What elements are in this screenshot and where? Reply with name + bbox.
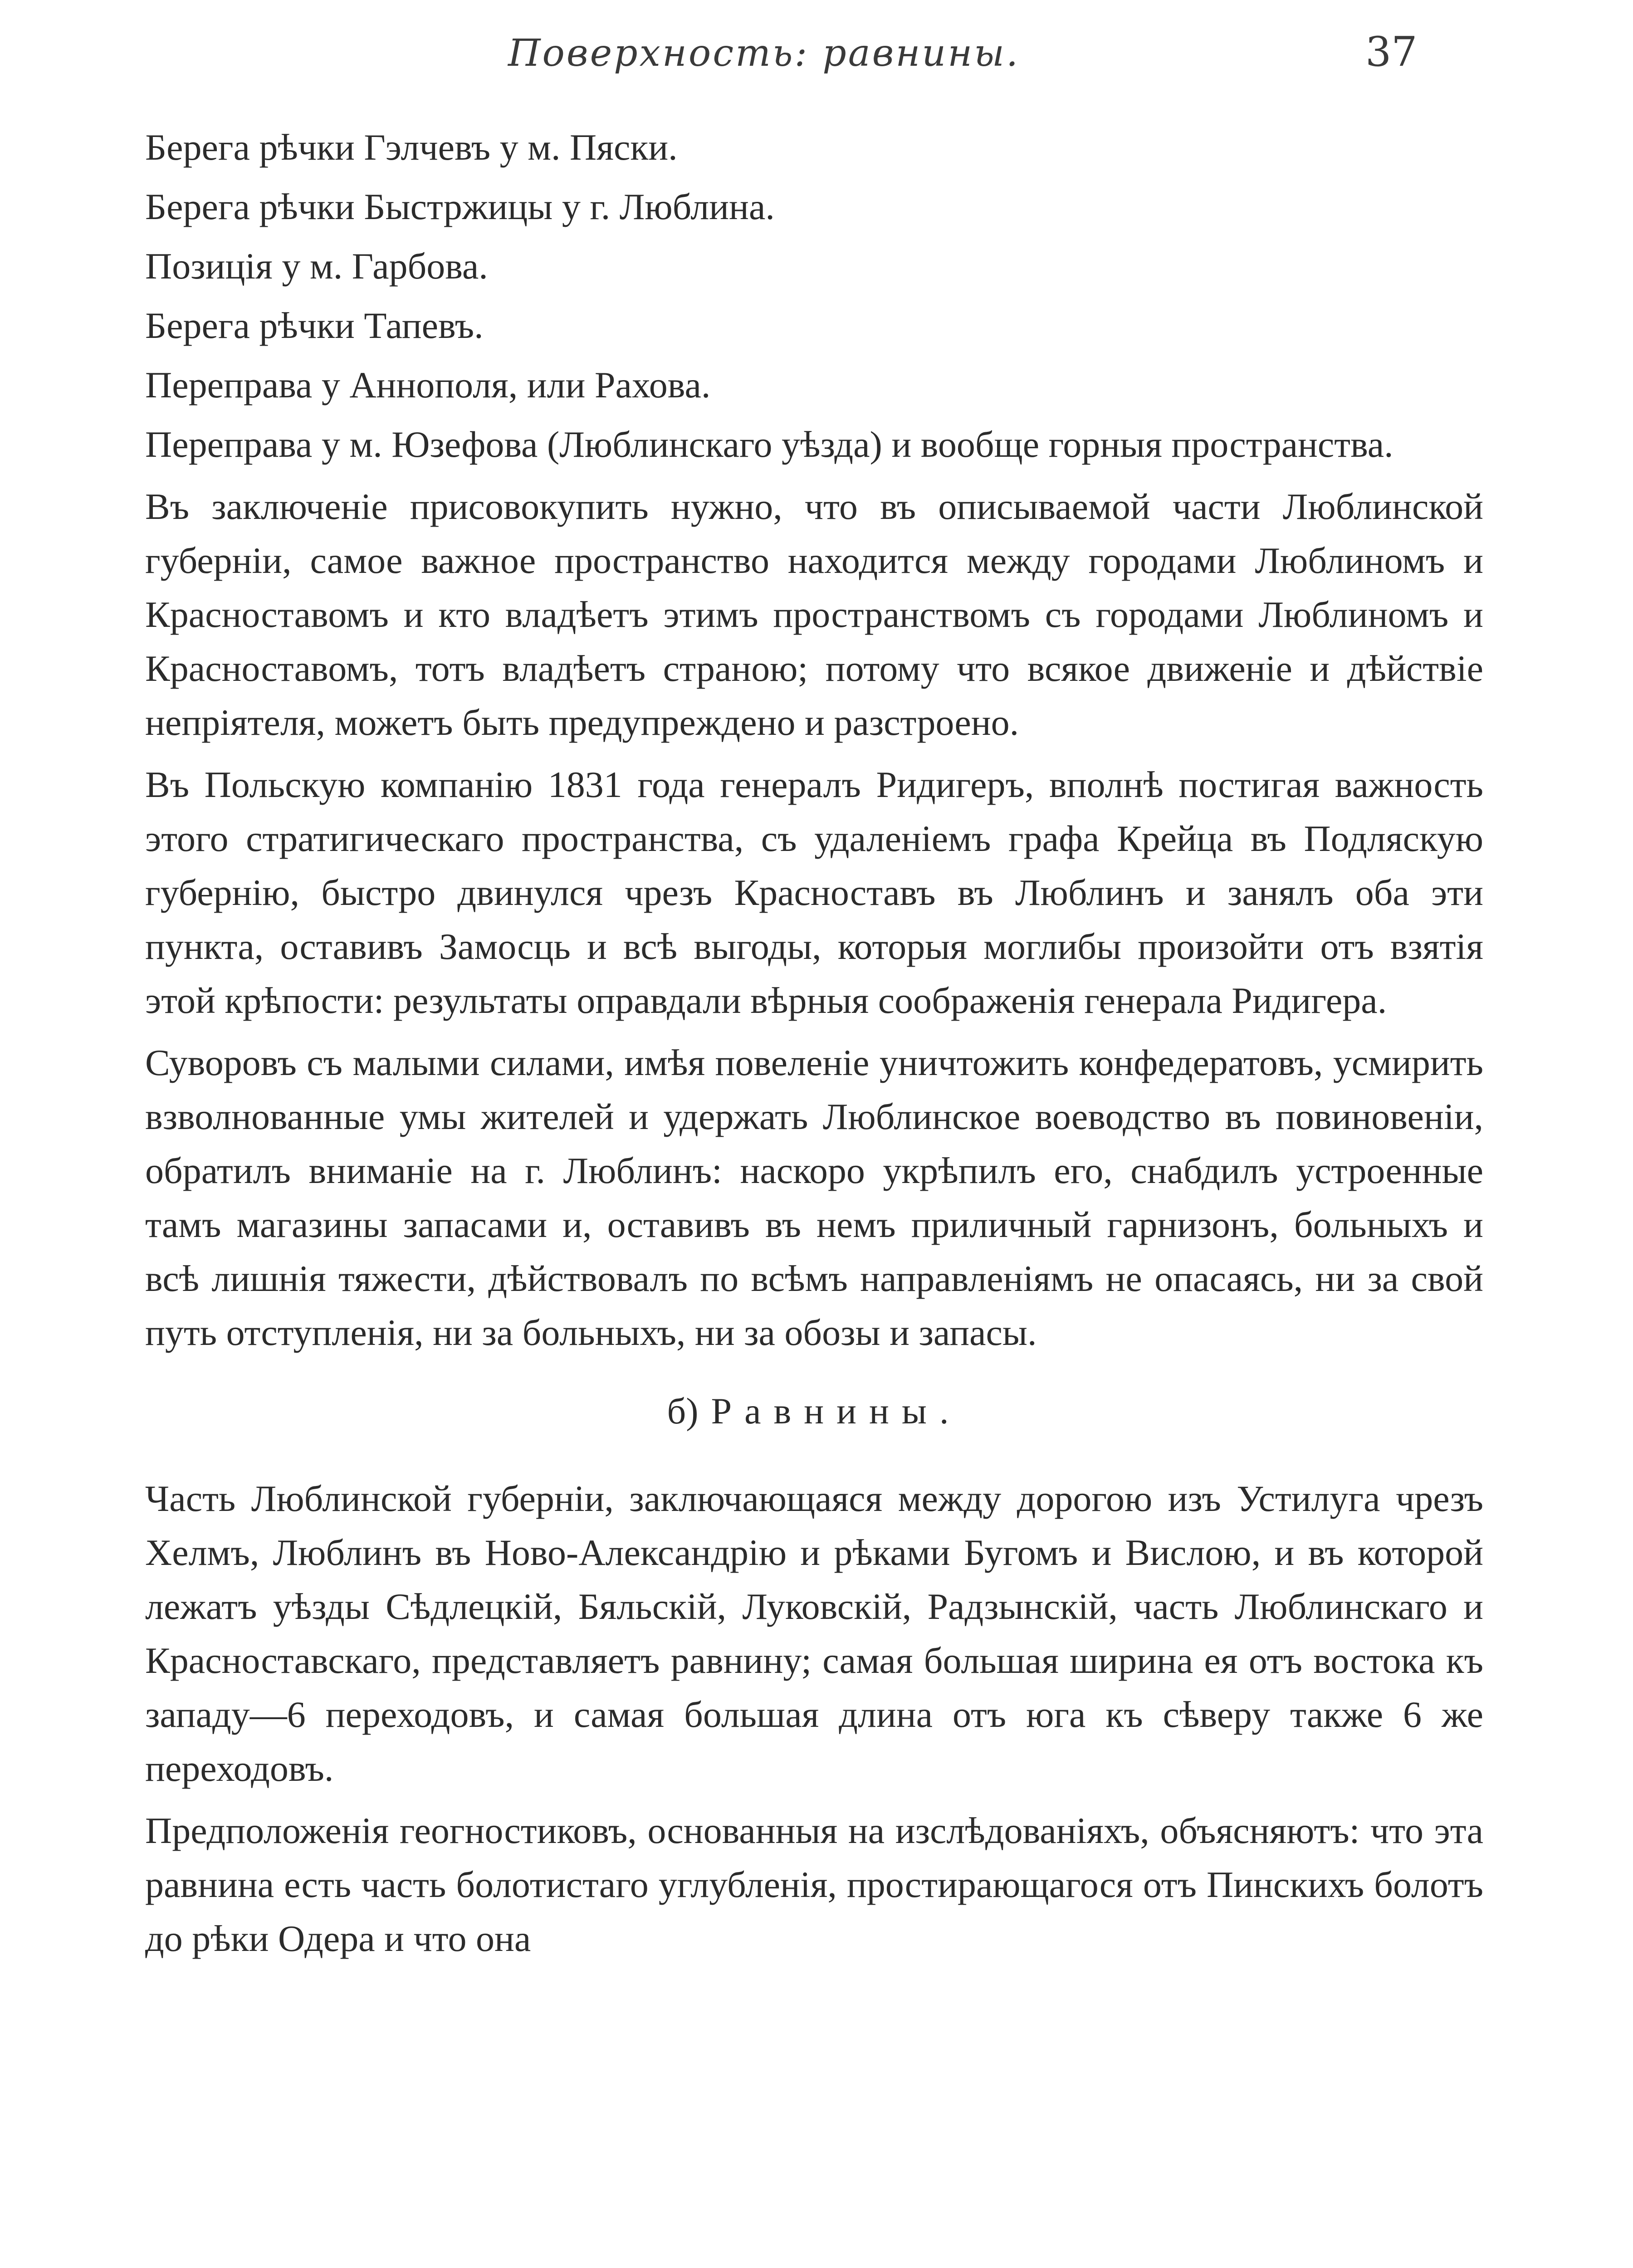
list-item: Берега рѣчки Быстржицы у г. Люблина.: [145, 186, 775, 227]
paragraph: Предположенія геогностиковъ, основанныя на изслѣдованіяхъ, объясняютъ: что эта равнина есть часть болотистаго углубленія, простирающагося отъ Пинскихъ болотъ до рѣки Одера и что она: [145, 1810, 1483, 1959]
page-number: 37: [1365, 28, 1418, 76]
section-title: Равнины.: [711, 1390, 962, 1432]
paragraph: Суворовъ съ малыми силами, имѣя повеленіе уничтожить конфедератовъ, усмирить взволнованные умы жителей и удержать Люблинское воеводство въ повиновеніи, обратилъ вниманіе на г. Люблинъ: наскоро укрѣпилъ его, снабдилъ устроенные тамъ магазины запасами и, оставивъ въ немъ приличный гарнизонъ, больныхъ и всѣ лишнія тяжести, дѣйствовалъ по всѣмъ направленіямъ не опасаясь, ни за свой путь отступленія, ни за больныхъ, ни за обозы и запасы.: [145, 1042, 1483, 1353]
paragraph: Въ Польскую компанію 1831 года генералъ Ридигеръ, вполнѣ постигая важность этого стратигическаго пространства, съ удаленіемъ графа Крейца въ Подляскую губернію, быстро двинулся чрезъ Красноставъ въ Люблинъ и занялъ оба эти пункта, оставивъ Замосць и всѣ выгоды, которыя моглибы произойти отъ взятія этой крѣпости: результаты оправдали вѣрныя соображенія генерала Ридигера.: [145, 764, 1483, 1021]
section-heading: [145, 1384, 1483, 1438]
running-title: Поверхность: равнины.: [508, 32, 1020, 75]
list-item: Переправа у Аннополя, или Рахова.: [145, 364, 711, 406]
section-label: б): [667, 1390, 699, 1432]
list-item: Позиція у м. Гарбова.: [145, 245, 488, 287]
paragraph: Переправа у м. Юзефова (Люблинскаго уѣзда) и вообще горныя пространства.: [145, 424, 1393, 465]
paragraph: Часть Люблинской губерніи, заключающаяся между дорогою изъ Устилуга чрезъ Хелмъ, Люблинъ въ Ново-Александрію и рѣками Бугомъ и Вислою, и въ которой лежатъ уѣзды Сѣдлецкій, Бяльскій, Луковскій, Радзынскій, часть Люблинскаго и Красноставскаго, представляетъ равнину; самая большая ширина ея отъ востока къ западу—6 переходовъ, и самая большая длина отъ юга къ сѣверу также 6 же переходовъ.: [145, 1478, 1483, 1789]
body-text: [145, 120, 1483, 1974]
list-item: Берега рѣчки Гэлчевъ у м. Пяски.: [145, 127, 678, 168]
paragraph: Въ заключеніе присовокупить нужно, что въ описываемой части Люблинской губерніи, самое важное пространство находится между городами Люблиномъ и Красноставомъ и кто владѣетъ этимъ пространствомъ съ городами Люблиномъ и Красноставомъ, тотъ владѣетъ страною; потому что всякое движеніе и дѣйствіе непріятеля, можетъ быть предупреждено и разстроено.: [145, 486, 1483, 743]
list-item: Берега рѣчки Тапевъ.: [145, 305, 484, 346]
